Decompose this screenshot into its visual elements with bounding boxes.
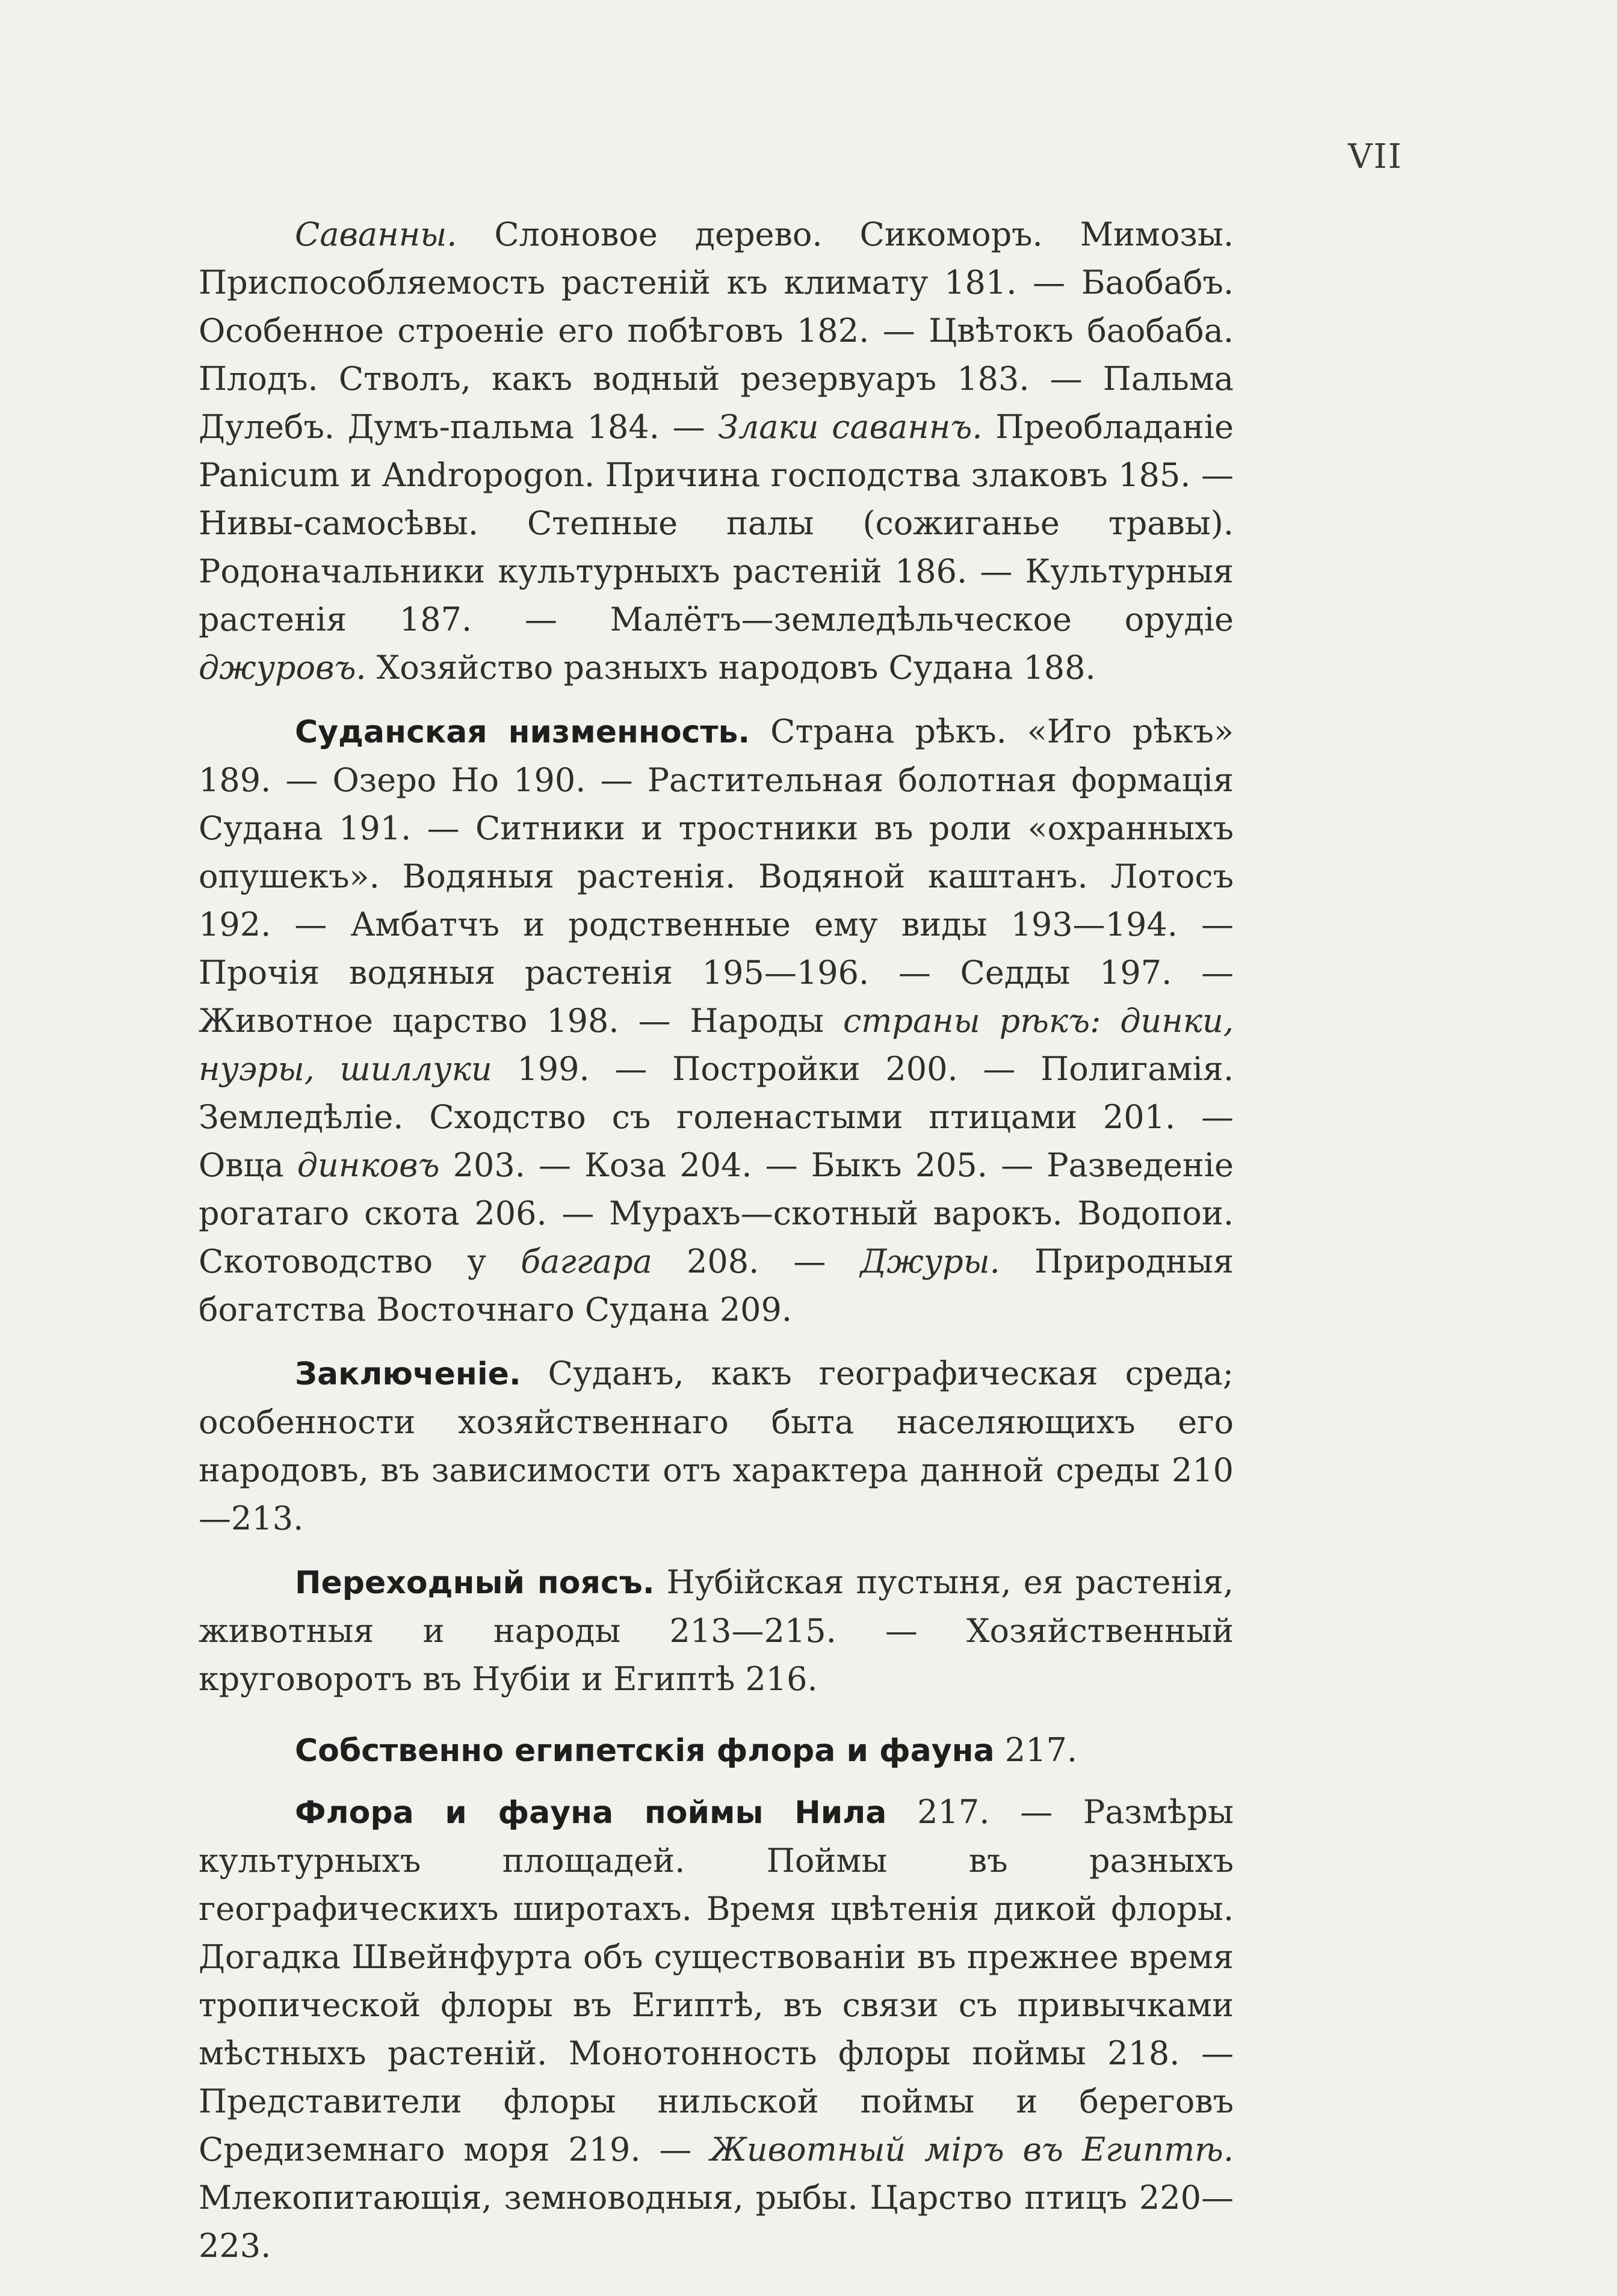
italic-term: динковъ [297,1146,440,1184]
page-number: VII [1348,137,1403,176]
section-heading: Переходный поясъ. [295,1565,655,1601]
paragraph-text: 217. — Размѣры культурныхъ площадей. Поймы въ разныхъ географическихъ широтахъ. Время цвѣтенія дикой флоры. Догадка Швейнфурта объ существованіи въ прежнее время тропической флоры въ Египтѣ, въ связи съ привычками мѣстныхъ растеній. Монотонность флоры поймы 218. — Представители флоры нильской поймы и береговъ Средиземнаго моря 219. — [199,1793,1234,2168]
toc-paragraph [199,1350,1234,1543]
italic-term: баггара [521,1242,652,1280]
paragraph-text: Хозяйство разныхъ народовъ Судана 188. [366,649,1096,687]
paragraph-text: Слоновое дерево. Сикоморъ. Мимозы. Приспособляемость растеній къ климату 181. — Баобабъ. Особенное строеніе его побѣговъ 182. — Цвѣтокъ баобаба. Плодъ. Стволъ, какъ водный резервуаръ 183. — Пальма Дулебъ. Думъ-пальма 184. — [199,215,1234,446]
paragraph-text: 217. [994,1731,1078,1769]
toc-paragraph [199,708,1234,1334]
paragraph-text: 208. — [652,1242,861,1280]
paragraph-text: Нубійская пустыня, ея растенія, животныя и народы 213—215. — Хозяйственный круговоротъ въ Нубіи и Египтѣ 216. [199,1563,1234,1698]
italic-term: Джуры. [860,1242,1000,1280]
paragraph-text: 199. — Постройки 200. — Полигамія. Земледѣліе. Сходство съ голенастыми птицами 201. — Овца [199,1050,1234,1184]
paragraph-text: Природныя богатства Восточнаго Судана 209. [199,1242,1234,1329]
italic-term: Животный міръ въ Египтѣ. [710,2131,1234,2168]
section-heading: Флора и фауна поймы Нила [295,1795,887,1831]
section-heading: Заключеніе. [295,1356,521,1392]
section-heading: Суданская низменность. [295,714,750,750]
toc-paragraph [199,211,1234,692]
paragraph-text: Страна рѣкъ. «Иго рѣкъ» 189. — Озеро Но 190. — Растительная болотная формація Судана 191. — Ситники и тростники въ роли «охранныхъ опушекъ». Водяныя растенія. Водяной каштанъ. Лотосъ 192. — Амбатчъ и родственные ему виды 193—194. — Прочія водяныя растенія 195—196. — Седды 197. — Животное царство 198. — Народы [199,712,1234,1040]
table-of-contents-text [199,211,1234,2286]
toc-paragraph [199,1788,1234,2270]
section-heading: Собственно египетскія флора и фауна [295,1733,995,1769]
italic-term: Саванны. [295,215,457,253]
paragraph-text: Преобладаніе Panicum и Andropogon. Причина господства злаковъ 185. — Нивы-самосѣвы. Степные палы (сожиганье травы). Родоначальники культурныхъ растеній 186. — Культурныя растенія 187. — Малётъ—земледѣльческое орудіе [199,408,1234,638]
italic-term: Злаки саваннъ. [718,408,983,446]
toc-paragraph [199,1726,1234,1775]
paragraph-text: Млекопитающія, земноводныя, рыбы. Царство птицъ 220—223. [199,2179,1234,2265]
italic-term: страны рѣкъ: динки, нуэры, шиллуки [199,1002,1234,1088]
italic-term: джуровъ. [199,649,366,687]
toc-paragraph [199,1558,1234,1703]
paragraph-text: 203. — Коза 204. — Быкъ 205. — Разведеніе рогатаго скота 206. — Мурахъ—скотный варокъ. Водопои. Скотоводство у [199,1146,1234,1280]
paragraph-text: Суданъ, какъ географическая среда; особенности хозяйственнаго быта населяющихъ его народовъ, въ зависимости отъ характера данной среды 210—213. [199,1354,1234,1537]
